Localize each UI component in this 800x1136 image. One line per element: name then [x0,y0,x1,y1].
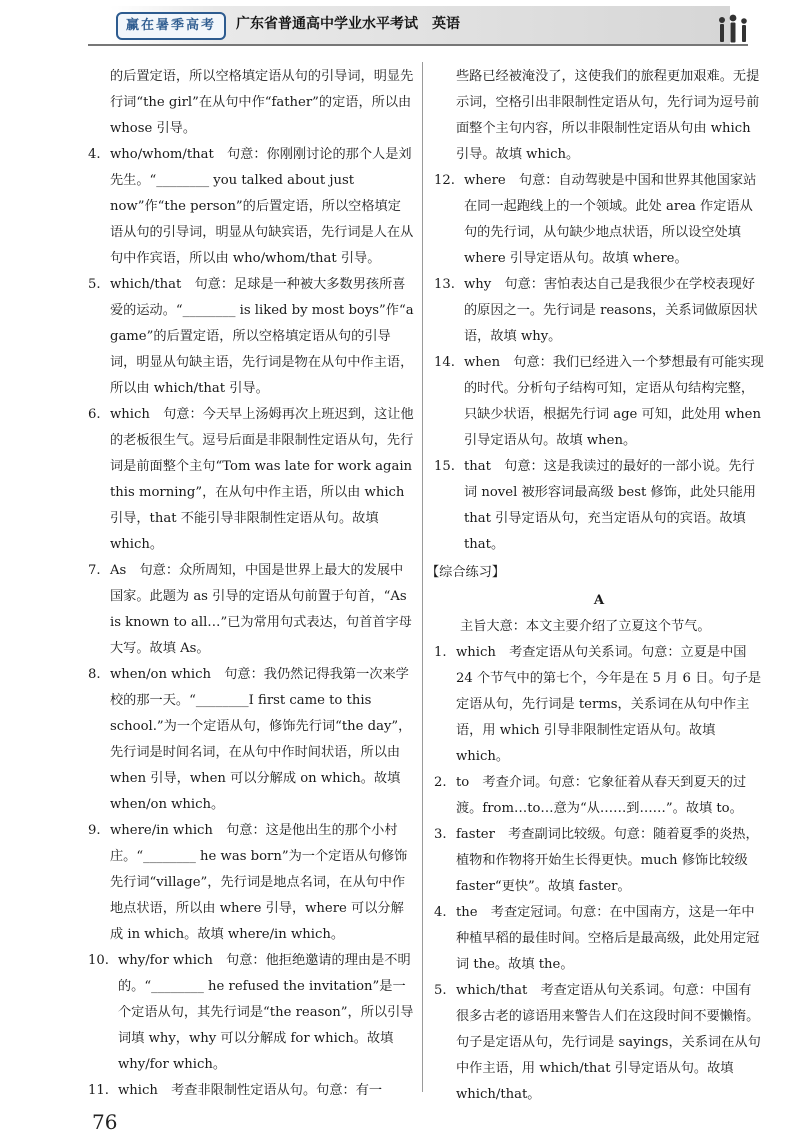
item-number: 7. [88,563,101,578]
answer-item-4 [88,142,414,272]
header-rule [88,44,748,46]
page-number: 76 [92,1110,118,1134]
item-text: faster 考查副词比较级。句意：随着夏季的炎热，植物和作物将开始生长得更快。much 修饰比较级 faster“更快”。故填 faster。 [456,827,759,894]
item-text: why 句意：害怕表达自己是我很少在学校表现好的原因之一。先行词是 reasons，关系词做原因状语，故填 why。 [464,277,758,344]
item-number: 11. [88,1083,109,1098]
item-text: where/in which 句意：这是他出生的那个小村庄。“________ he was born”为一个定语从句修饰先行词“village”，先行词是地点名词，在从句中作地点状语，所以由 where 引导，where 可以分解成 in which。故填 where/in which。 [110,823,408,942]
practice-item-5 [434,978,764,1108]
practice-item-4 [434,900,764,978]
right-continuation: 些路已经被淹没了，这使我们的旅程更加艰难。无提示词，空格引出非限制性定语从句，先行词为逗号前面整个主句内容，所以非限制性定语从句由 which 引导。故填 which。 [456,69,760,162]
item-text: why/for which 句意：他拒绝邀请的理由是不明的。“________ he refused the invitation”是一个定语从句，其先行词是“the reason”，所以引导词填 why，why 可以分解成 for which。故填 why/for which。 [118,953,414,1072]
main-idea: 主旨大意：本文主要介绍了立夏这个节气。 [460,619,711,634]
item-text: which 句意：今天早上汤姆再次上班迟到，这让他的老板很生气。逗号后面是非限制性定语从句，先行词是前面整个主句“Tom was late for work again this morning”，在从句中作主语，所以由 which 引导，that 不能引导非限制性定语从句。故填 which。 [110,407,414,552]
item-text: to 考查介词。句意：它象征着从春天到夏天的过渡。from…to…意为“从……到……”。故填 to。 [456,775,747,816]
right-column [426,64,764,1108]
column-divider [422,62,423,1092]
section-heading: 【综合练习】 [426,565,506,580]
item-number: 1. [434,645,447,660]
header-logo: 赢在暑季高考 [116,12,226,40]
answer-item-8 [88,662,414,818]
item-text: who/whom/that 句意：你刚刚讨论的那个人是刘先生。“________ you talked about just now”作“the person”的后置定语，所以空格填定语从句的引导词，明显从句缺宾语，先行词是人在从句中作宾语，所以由 who/whom/that 引导。 [110,147,414,266]
left-continuation: 的后置定语，所以空格填定语从句的引导词，明显先行词“the girl”在从句中作“father”的定语，所以由 whose 引导。 [110,69,414,136]
item-number: 4. [88,147,101,162]
item-text: which/that 句意：足球是一种被大多数男孩所喜爱的运动。“________ is liked by most boys”作“a game”的后置定语，所以空格填定语从句的引导词，明显从句缺主语，先行词是物在从句中作主语，所以由 which/that 引导。 [110,277,414,396]
item-text: which/that 考查定语从句关系词。句意：中国有很多古老的谚语用来警告人们在这段时间不要懒惰。句子是定语从句，先行词是 sayings，关系词在从句中作主语，用 which/that 引导定语从句。故填 which/that。 [456,983,761,1102]
answer-item-5 [88,272,414,402]
people-figures-icon [714,14,754,46]
item-number: 8. [88,667,101,682]
item-text: the 考查定冠词。句意：在中国南方，这是一年中种植早稻的最佳时间。空格后是最高级，此处用定冠词 the。故填 the。 [456,905,760,972]
item-number: 6. [88,407,101,422]
item-number: 4. [434,905,447,920]
left-column [88,64,414,1104]
answer-item-15 [434,454,764,558]
header-subject: 英语 [432,16,460,32]
answer-item-13 [434,272,764,350]
item-text: when/on which 句意：我仍然记得我第一次来学校的那一天。“________I first came to this school.”为一个定语从句，修饰先行词“the day”，先行词是时间名词，在从句中作时间状语，所以由 when 引导，when 可以分解成 on which。故填 when/on which。 [110,667,412,812]
answer-item-9 [88,818,414,948]
item-number: 2. [434,775,447,790]
practice-item-2 [434,770,764,822]
answer-item-6 [88,402,414,558]
item-text: which 考查非限制性定语从句。句意：有一 [118,1083,383,1098]
answer-item-7 [88,558,414,662]
item-text: where 句意：自动驾驶是中国和世界其他国家站在同一起跑线上的一个领域。此处 area 作定语从句的先行词，从句缺少地点状语，所以设空处填 where 引导定语从句。故填 where。 [464,173,757,266]
practice-item-1 [434,640,764,770]
item-text: that 句意：这是我读过的最好的一部小说。先行词 novel 被形容词最高级 best 修饰，此处只能用 that 引导定语从句，充当定语从句的宾语。故填 that。 [464,459,756,552]
answer-item-10 [88,948,414,1078]
practice-item-3 [434,822,764,900]
item-text: As 句意：众所周知，中国是世界上最大的发展中国家。此题为 as 引导的定语从句前置于句首，“As is known to all…”已为常用句式表达，句首首字母大写。故填 As。 [110,563,412,656]
item-number: 3. [434,827,447,842]
item-number: 12. [434,173,455,188]
item-text: when 句意：我们已经进入一个梦想最有可能实现的时代。分析句子结构可知，定语从句结构完整，只缺少状语，根据先行词 age 可知，此处用 when 引导定语从句。故填 when。 [464,355,764,448]
answer-item-12 [434,168,764,272]
item-text: which 考查定语从句关系词。句意：立夏是中国 24 个节气中的第七个，今年是在 5 月 6 日。句子是定语从句，先行词是 terms，关系词在从句中作主语，用 which 引导非限制性定语从句。故填 which。 [456,645,762,764]
item-number: 5. [88,277,101,292]
item-number: 13. [434,277,455,292]
header-title-text: 广东省普通高中学业水平考试 [236,16,418,32]
item-number: 15. [434,459,455,474]
answer-item-11 [88,1078,414,1104]
header-title [236,12,460,36]
answer-item-14 [434,350,764,454]
item-number: 10. [88,953,109,968]
item-number: 5. [434,983,447,998]
item-number: 14. [434,355,455,370]
page-header [0,0,800,56]
item-number: 9. [88,823,101,838]
passage-letter: A [593,593,605,608]
